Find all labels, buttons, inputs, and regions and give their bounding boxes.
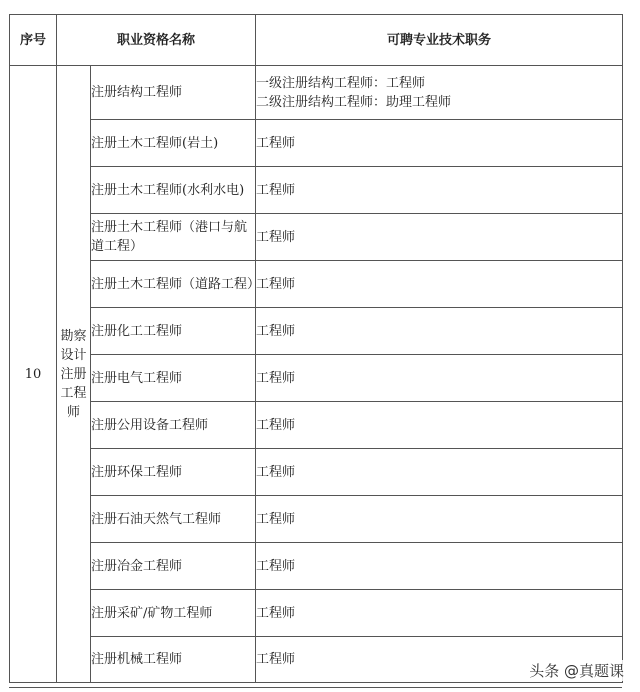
table-row	[10, 261, 623, 308]
table-row	[10, 449, 623, 496]
table-row	[10, 66, 623, 120]
position-cell	[256, 214, 623, 261]
table-row	[10, 167, 623, 214]
position-cell	[256, 308, 623, 355]
table-row	[10, 590, 623, 637]
position-text: 二级注册结构工程师：助理工程师	[256, 94, 452, 110]
position-cell	[256, 402, 623, 449]
position-text: 工程师	[256, 182, 296, 198]
position-text: 一级注册结构工程师：工程师	[256, 75, 426, 91]
qualification-name: 注册电气工程师	[91, 355, 256, 402]
table-row	[10, 120, 623, 167]
position-cell	[256, 496, 623, 543]
position-text: 工程师	[256, 558, 296, 574]
qualification-name: 注册土木工程师（港口与航道工程）	[91, 214, 256, 261]
qualification-name: 注册环保工程师	[91, 449, 256, 496]
qualification-name: 注册石油天然气工程师	[91, 496, 256, 543]
qualification-name: 注册土木工程师(水利水电)	[91, 167, 256, 214]
table-row	[10, 402, 623, 449]
qualification-table	[9, 14, 623, 683]
qualification-name: 注册机械工程师	[91, 637, 256, 683]
qualification-name: 注册冶金工程师	[91, 543, 256, 590]
position-cell	[256, 590, 623, 637]
table-bottom-rule	[9, 687, 622, 688]
group-category: 勘察设计注册工程师	[57, 66, 91, 683]
position-cell	[256, 167, 623, 214]
position-cell	[256, 449, 623, 496]
table-row	[10, 214, 623, 261]
position-text: 工程师	[256, 464, 296, 480]
position-text: 工程师	[256, 323, 296, 339]
qualification-name: 注册结构工程师	[91, 66, 256, 120]
table-row	[10, 496, 623, 543]
header-qualification: 职业资格名称	[57, 15, 256, 66]
source-watermark: 头条 @真题课	[529, 662, 624, 680]
qualification-name: 注册公用设备工程师	[91, 402, 256, 449]
position-cell	[256, 120, 623, 167]
table-header-row	[10, 15, 623, 66]
position-text: 工程师	[256, 135, 296, 151]
qualification-name: 注册土木工程师（道路工程）	[91, 261, 256, 308]
position-cell	[256, 355, 623, 402]
header-position: 可聘专业技术职务	[256, 15, 623, 66]
position-cell	[256, 543, 623, 590]
position-text: 工程师	[256, 511, 296, 527]
position-cell	[256, 66, 623, 120]
table-row	[10, 355, 623, 402]
table-row	[10, 308, 623, 355]
position-cell	[256, 261, 623, 308]
table-row	[10, 543, 623, 590]
group-seq: 10	[10, 66, 57, 683]
position-text: 工程师	[256, 370, 296, 386]
position-text: 工程师	[256, 605, 296, 621]
position-text: 工程师	[256, 652, 296, 667]
qualification-name: 注册采矿/矿物工程师	[91, 590, 256, 637]
qualification-name: 注册土木工程师(岩土)	[91, 120, 256, 167]
position-text: 工程师	[256, 417, 296, 433]
position-text: 工程师	[256, 229, 296, 245]
header-seq: 序号	[10, 15, 57, 66]
position-text: 工程师	[256, 276, 296, 292]
table-body	[10, 66, 623, 683]
qualification-name: 注册化工工程师	[91, 308, 256, 355]
